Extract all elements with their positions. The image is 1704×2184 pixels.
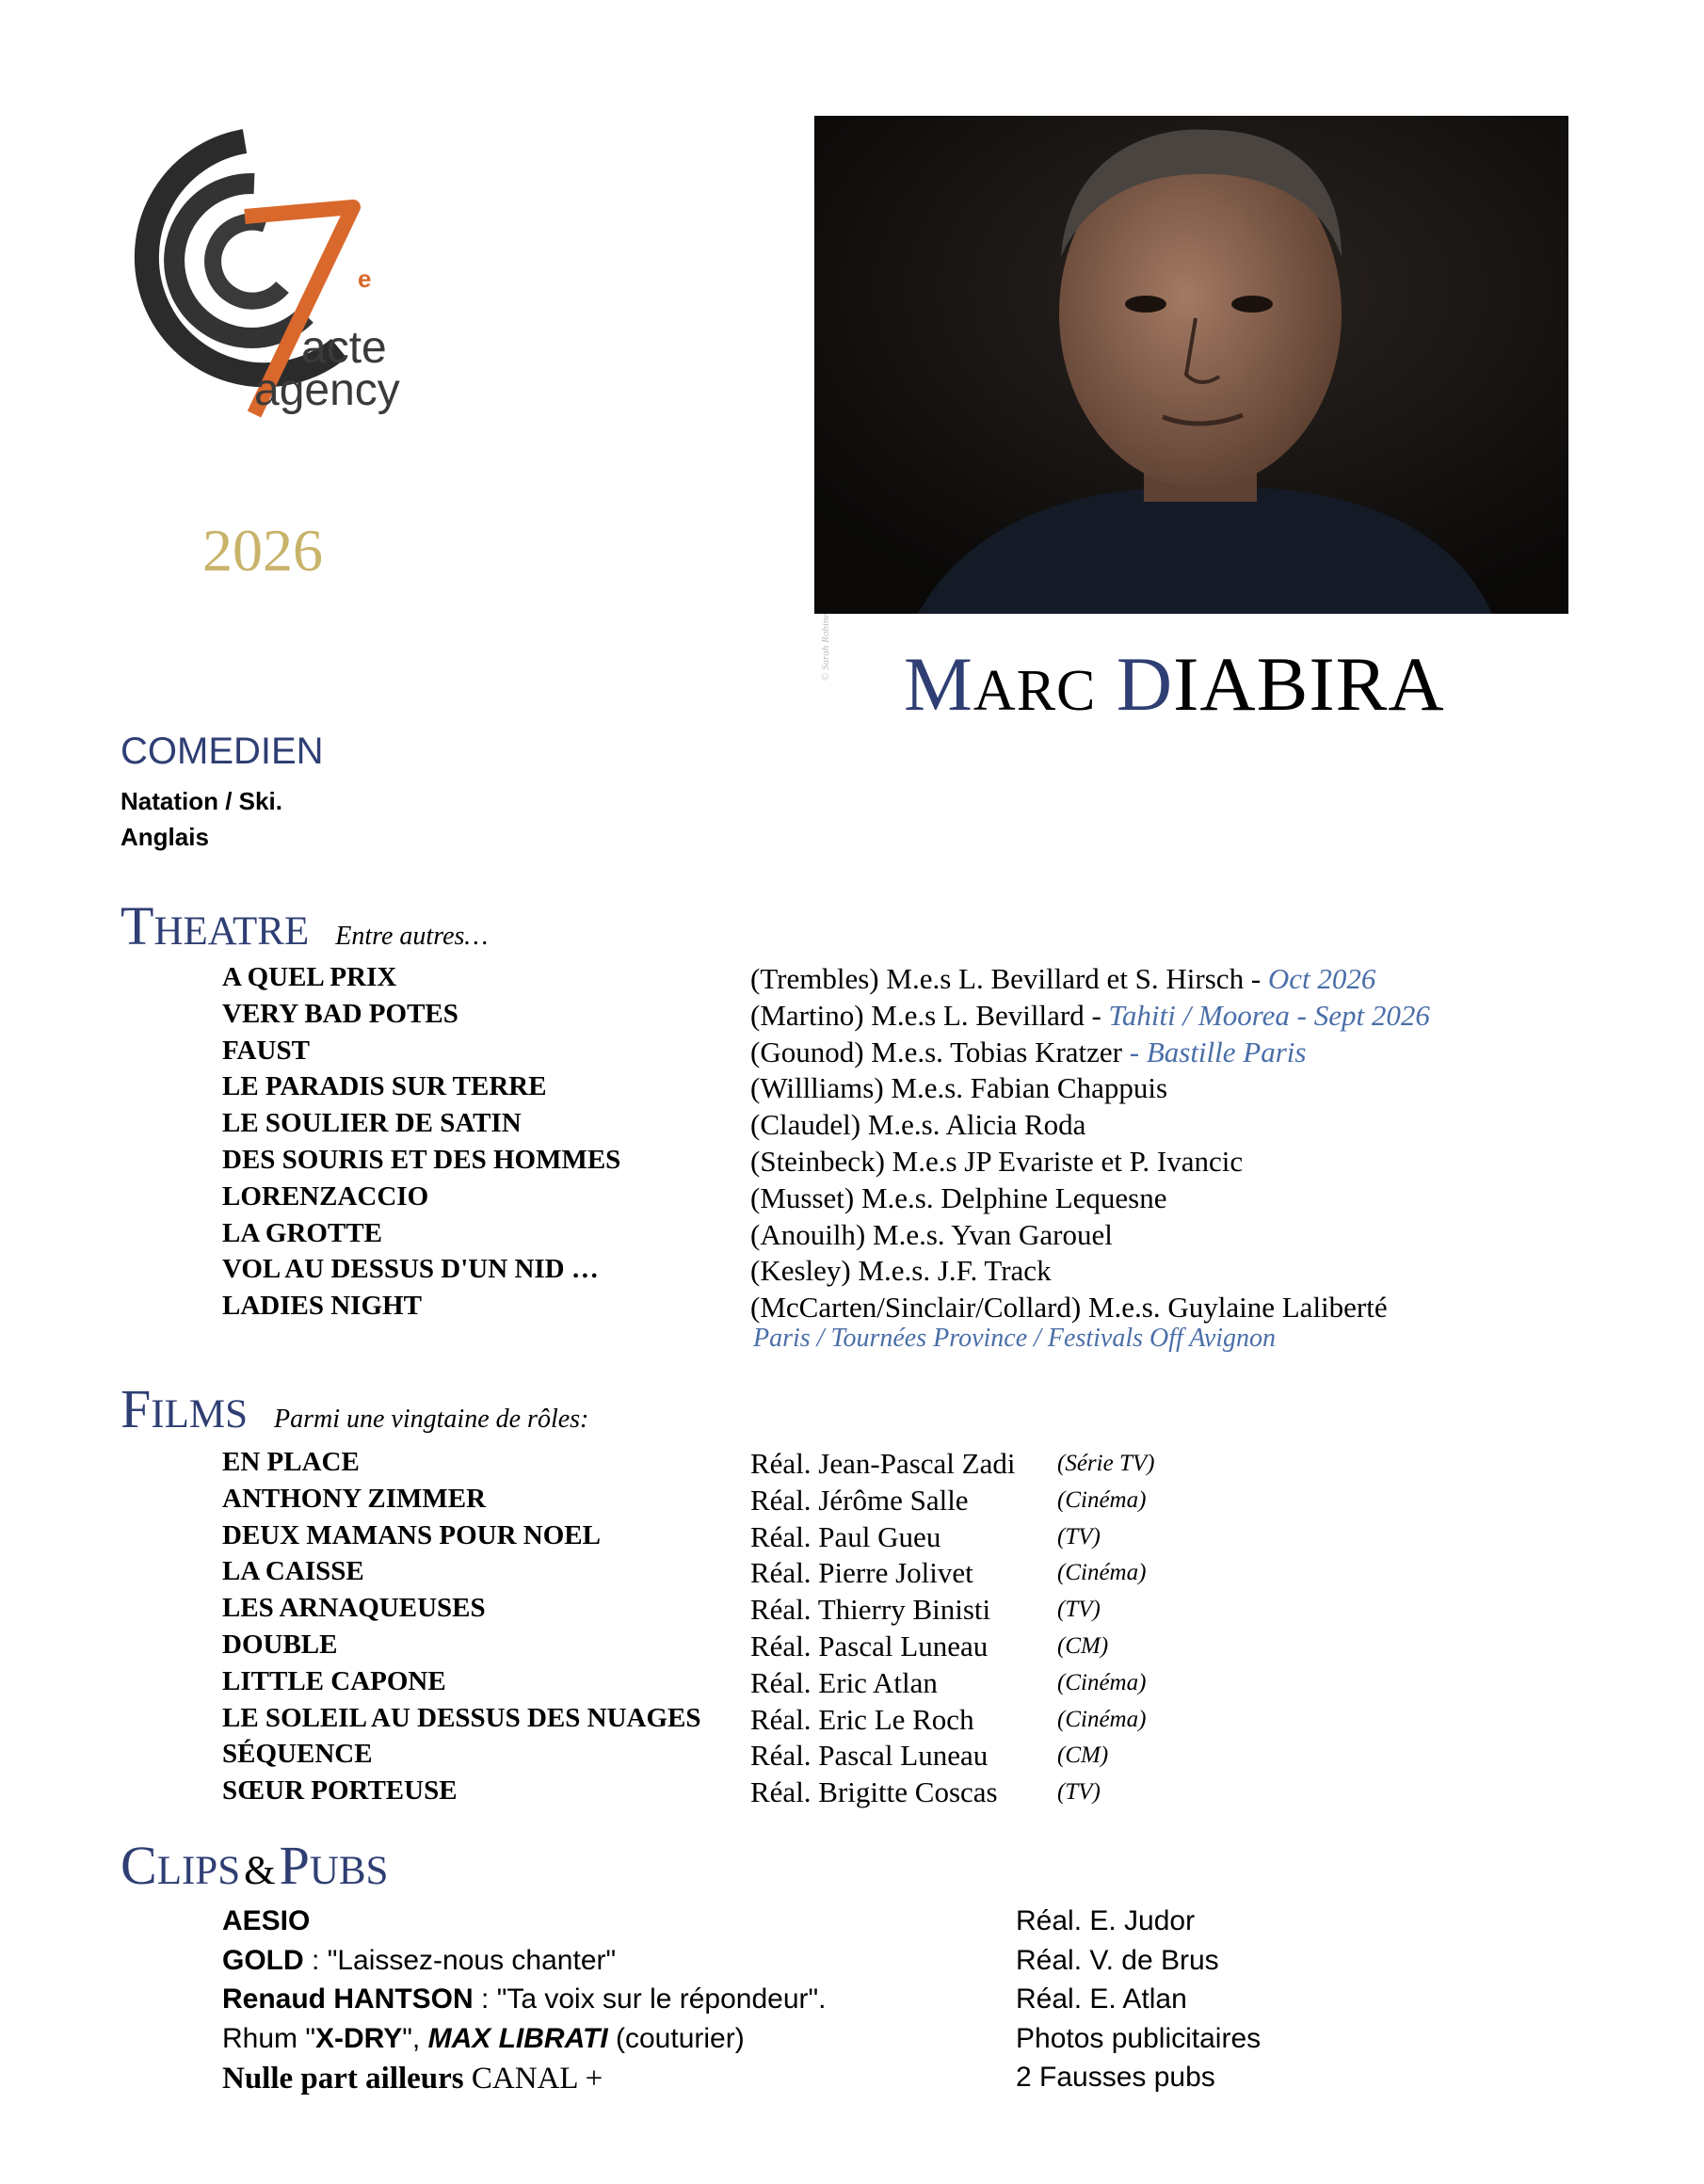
- theatre-detail: [750, 1145, 1243, 1179]
- film-title: SÉQUENCE: [222, 1739, 373, 1770]
- clip-label: [222, 1905, 310, 1937]
- film-director: Réal. Jean-Pascal Zadi: [750, 1447, 1016, 1480]
- clip-credit: Réal. E. Atlan: [1016, 1983, 1187, 2015]
- clip-label: [222, 2023, 745, 2055]
- profession-title: COMEDIEN: [121, 731, 324, 772]
- film-type: (Série TV): [1057, 1451, 1155, 1476]
- clips-heading: CLIPS & PUBS: [121, 1835, 389, 1896]
- film-type: (Cinéma): [1057, 1706, 1147, 1732]
- theatre-detail: [750, 1181, 1167, 1215]
- clip-separator: ",: [402, 2022, 428, 2054]
- film-type: (TV): [1057, 1779, 1101, 1806]
- theatre-row: [0, 1108, 1704, 1144]
- film-type: (CM): [1057, 1633, 1109, 1659]
- name-first-rest: ARC: [973, 659, 1097, 723]
- name-initial-last: D: [1116, 641, 1174, 727]
- clip-name: Nulle part ailleurs: [222, 2062, 464, 2096]
- theatre-direction: (Willliams) M.e.s. Fabian Chappuis: [750, 1071, 1168, 1105]
- theatre-row: [0, 1071, 1704, 1107]
- clip-brand: MAX LIBRATI: [427, 2022, 608, 2054]
- actor-name: [904, 640, 1445, 729]
- theatre-heading: THEATRE Entre autres…: [121, 895, 489, 956]
- name-initial-first: M: [904, 641, 973, 727]
- film-director: Réal. Pierre Jolivet: [750, 1556, 973, 1590]
- theatre-footnote: Paris / Tournées Province / Festivals Off Avignon: [753, 1324, 1277, 1353]
- film-title: ANTHONY ZIMMER: [222, 1483, 487, 1514]
- clip-separator: :: [303, 1944, 328, 1976]
- theatre-detail: [750, 1254, 1052, 1288]
- svg-text:acte: acte: [301, 323, 387, 373]
- theatre-detail: [750, 1071, 1167, 1105]
- film-row: [0, 1520, 1704, 1556]
- theatre-detail: [750, 1108, 1085, 1142]
- theatre-direction: (Trembles) M.e.s L. Bevillard et S. Hirsch -: [750, 962, 1268, 995]
- theatre-direction: (Martino) M.e.s L. Bevillard -: [750, 998, 1109, 1032]
- clip-text: "Laissez-nous chanter": [327, 1944, 617, 1976]
- theatre-title: VERY BAD POTES: [222, 998, 458, 1029]
- clip-text: (couturier): [607, 2022, 745, 2054]
- year-label: 2026: [202, 517, 323, 584]
- theatre-venue: Tahiti / Moorea - Sept 2026: [1108, 998, 1430, 1032]
- svg-text:agency: agency: [254, 365, 400, 415]
- film-title: LE SOLEIL AU DESSUS DES NUAGES: [222, 1702, 701, 1733]
- theatre-direction: (Kesley) M.e.s. J.F. Track: [750, 1254, 1052, 1288]
- film-type: (Cinéma): [1057, 1486, 1147, 1513]
- clip-label: [222, 2062, 603, 2096]
- clip-text: "Ta voix sur le répondeur".: [496, 1983, 827, 2015]
- film-director: Réal. Eric Le Roch: [750, 1702, 974, 1736]
- clip-row: [0, 2023, 1704, 2059]
- clip-row: [0, 1983, 1704, 2019]
- skill-item: Natation / Ski.: [121, 787, 282, 815]
- theatre-title: LE PARADIS SUR TERRE: [222, 1071, 547, 1102]
- film-director: Réal. Pascal Luneau: [750, 1739, 989, 1773]
- theatre-direction: (Musset) M.e.s. Delphine Lequesne: [750, 1180, 1167, 1214]
- theatre-title: LA GROTTE: [222, 1217, 383, 1248]
- film-type: (CM): [1057, 1742, 1109, 1769]
- film-row: [0, 1447, 1704, 1483]
- film-title: DEUX MAMANS POUR NOEL: [222, 1519, 601, 1550]
- film-row: [0, 1666, 1704, 1702]
- theatre-title: VOL AU DESSUS D'UN NID …: [222, 1254, 599, 1285]
- clip-row: [0, 1945, 1704, 1981]
- clip-credit: Réal. V. de Brus: [1016, 1944, 1219, 1976]
- clip-separator: :: [473, 1983, 497, 2015]
- theatre-row: [0, 962, 1704, 998]
- theatre-subtitle: Entre autres…: [335, 922, 489, 951]
- film-director: Réal. Thierry Binisti: [750, 1593, 991, 1627]
- film-row: [0, 1775, 1704, 1811]
- theatre-direction: (Claudel) M.e.s. Alicia Roda: [750, 1108, 1086, 1142]
- film-title: LA CAISSE: [222, 1556, 364, 1587]
- theatre-row: [0, 1181, 1704, 1217]
- film-director: Réal. Pascal Luneau: [750, 1630, 989, 1662]
- film-row: [0, 1484, 1704, 1519]
- film-title: DOUBLE: [222, 1630, 338, 1660]
- film-title: LITTLE CAPONE: [222, 1665, 446, 1696]
- theatre-row: [0, 1218, 1704, 1254]
- theatre-venue: - Bastille Paris: [1129, 1035, 1307, 1068]
- clip-name: AESIO: [222, 1905, 311, 1936]
- film-row: [0, 1703, 1704, 1739]
- clip-credit: 2 Fausses pubs: [1016, 2062, 1215, 2093]
- theatre-row: [0, 1145, 1704, 1180]
- clip-text: CANAL +: [463, 2062, 603, 2096]
- clip-row: [0, 1905, 1704, 1941]
- actor-portrait: [814, 116, 1568, 681]
- theatre-title: LE SOULIER DE SATIN: [222, 1108, 522, 1139]
- theatre-detail: [750, 999, 1430, 1033]
- theatre-direction: (Anouilh) M.e.s. Yvan Garouel: [750, 1217, 1113, 1251]
- film-title: SŒUR PORTEUSE: [222, 1775, 458, 1807]
- theatre-title: LADIES NIGHT: [222, 1291, 422, 1322]
- clip-credit: Réal. E. Judor: [1016, 1905, 1196, 1936]
- theatre-detail: [750, 962, 1375, 996]
- film-row: [0, 1739, 1704, 1774]
- clip-row: [0, 2062, 1704, 2097]
- theatre-row: [0, 1036, 1704, 1071]
- film-row: [0, 1630, 1704, 1665]
- theatre-title: A QUEL PRIX: [222, 962, 397, 992]
- film-type: (TV): [1057, 1523, 1101, 1550]
- theatre-title: FAUST: [222, 1035, 310, 1066]
- clip-label: [222, 1983, 827, 2015]
- theatre-row: [0, 1291, 1704, 1326]
- film-title: EN PLACE: [222, 1447, 360, 1477]
- theatre-detail: [750, 1218, 1113, 1252]
- agency-logo: [104, 113, 461, 433]
- film-type: (TV): [1057, 1597, 1101, 1623]
- skill-item: Anglais: [121, 823, 209, 851]
- clip-prefix: Rhum ": [222, 2022, 316, 2054]
- theatre-direction: (McCarten/Sinclair/Collard) M.e.s. Guylaine Laliberté: [750, 1291, 1388, 1325]
- name-last-rest: IABIRA: [1173, 641, 1445, 727]
- photo-credit: © Sarah Robine: [820, 613, 831, 681]
- theatre-venue: Oct 2026: [1267, 962, 1376, 995]
- film-director: Réal. Eric Atlan: [750, 1665, 938, 1699]
- theatre-direction: (Gounod) M.e.s. Tobias Kratzer: [750, 1035, 1130, 1068]
- film-type: (Cinéma): [1057, 1669, 1147, 1695]
- theatre-title: LORENZACCIO: [222, 1180, 429, 1212]
- theatre-row: [0, 1254, 1704, 1290]
- film-row: [0, 1593, 1704, 1629]
- theatre-detail: [750, 1291, 1388, 1325]
- svg-text:e: e: [358, 265, 372, 293]
- film-title: LES ARNAQUEUSES: [222, 1593, 486, 1624]
- film-director: Réal. Brigitte Coscas: [750, 1775, 998, 1809]
- clip-name: X-DRY: [315, 2022, 403, 2054]
- theatre-row: [0, 999, 1704, 1035]
- theatre-detail: [750, 1036, 1306, 1069]
- theatre-title: DES SOURIS ET DES HOMMES: [222, 1145, 621, 1175]
- film-type: (Cinéma): [1057, 1560, 1147, 1586]
- film-director: Réal. Paul Gueu: [750, 1519, 941, 1553]
- films-heading: FILMS Parmi une vingtaine de rôles:: [121, 1378, 589, 1439]
- films-subtitle: Parmi une vingtaine de rôles:: [274, 1405, 589, 1434]
- clip-name: GOLD: [222, 1944, 304, 1976]
- clip-credit: Photos publicitaires: [1016, 2022, 1262, 2054]
- film-row: [0, 1556, 1704, 1592]
- clip-label: [222, 1945, 616, 1977]
- theatre-direction: (Steinbeck) M.e.s JP Evariste et P. Ivancic: [750, 1145, 1244, 1178]
- film-director: Réal. Jérôme Salle: [750, 1483, 969, 1517]
- clip-name: Renaud HANTSON: [222, 1983, 474, 2015]
